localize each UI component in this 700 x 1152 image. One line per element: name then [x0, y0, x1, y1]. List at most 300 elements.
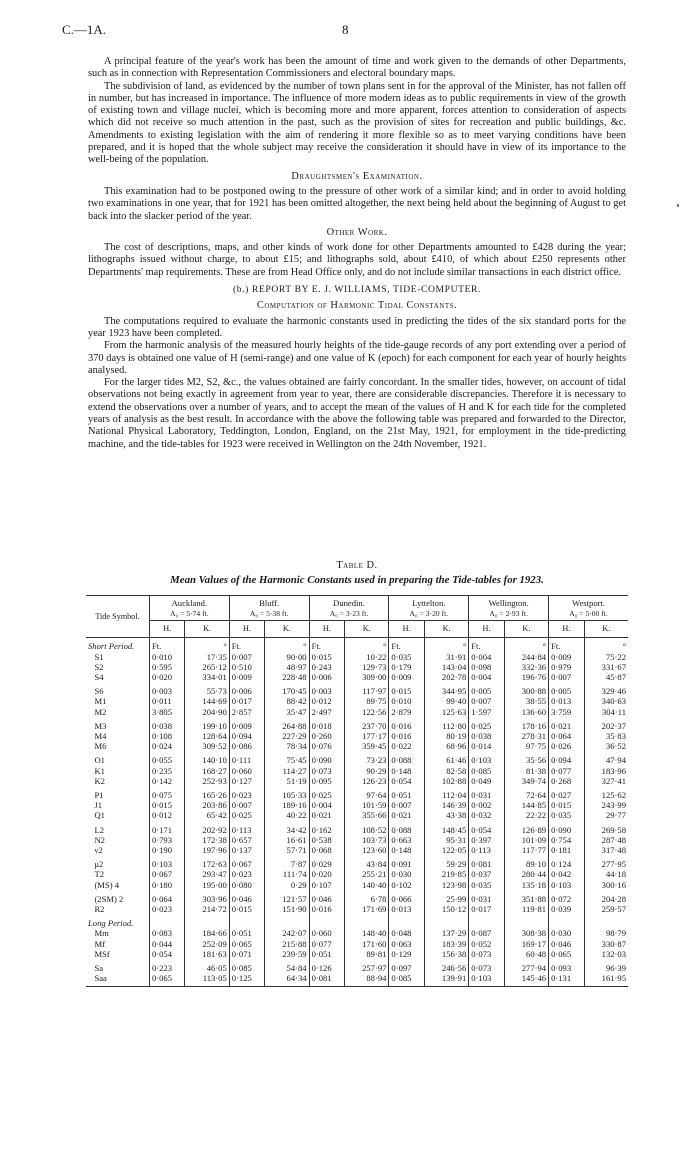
h-value: 0·085 — [469, 766, 504, 776]
table-body — [86, 638, 628, 987]
port-mean-level: A₀ = 3·23 ft. — [329, 608, 369, 618]
k-value: 60·48 — [504, 949, 548, 959]
port-name: Wellington. — [488, 598, 529, 608]
k-value: 103·73 — [345, 835, 389, 845]
h-value: 0·003 — [309, 686, 344, 696]
table-row — [86, 894, 628, 904]
k-value: 78·34 — [265, 741, 309, 751]
k-value: 40·22 — [265, 810, 309, 820]
table-row — [86, 731, 628, 741]
h-value: 0·002 — [469, 800, 504, 810]
k-value: 47·94 — [584, 755, 628, 765]
paragraph: The cost of descriptions, maps, and other kinds of work done for other Departments amounted to £428 during the year; lithographs issued without charge, to about £15; and lithographs sold, about £410, of which about £250 represents other Departments' map requirements. These are from Head Office only, and do not include similar transactions in each district office. — [88, 242, 626, 278]
unit-k: ° — [265, 638, 309, 652]
k-value: 114·27 — [265, 766, 309, 776]
unit-h: Ft. — [149, 638, 184, 652]
k-header: K. — [265, 621, 309, 638]
k-value: 277·94 — [504, 963, 548, 973]
h-value: 0·015 — [149, 800, 184, 810]
k-value: 293·47 — [185, 869, 229, 879]
h-value: 0·091 — [389, 859, 424, 869]
h-value: 0·032 — [469, 810, 504, 820]
port-name: Lyttelton. — [412, 598, 446, 608]
h-value: 0·113 — [229, 825, 264, 835]
k-value: 136·60 — [504, 707, 548, 717]
k-value: 101·59 — [345, 800, 389, 810]
k-value: 95·31 — [424, 835, 468, 845]
h-value: 0·020 — [309, 869, 344, 879]
h-value: 0·007 — [469, 696, 504, 706]
h-value: 0·260 — [309, 731, 344, 741]
k-value: 89·81 — [345, 949, 389, 959]
h-value: 0·073 — [469, 949, 504, 959]
h-value: 0·060 — [309, 928, 344, 938]
unit-k: ° — [504, 638, 548, 652]
k-value: 300·88 — [504, 686, 548, 696]
h-value: 0·025 — [309, 790, 344, 800]
tide-symbol: T2 — [88, 869, 104, 880]
k-value: 331·67 — [584, 662, 628, 672]
h-value: 0·243 — [309, 662, 344, 672]
k-value: 117·77 — [504, 845, 548, 855]
k-value: 178·16 — [504, 721, 548, 731]
port-header — [549, 596, 628, 621]
section-heading: Draughtsmen's Examination. — [291, 170, 423, 182]
port-header — [229, 596, 309, 621]
h-value: 0·510 — [229, 662, 264, 672]
k-value: 309·52 — [185, 741, 229, 751]
k-value: 277·95 — [584, 859, 628, 869]
k-value: 97·64 — [345, 790, 389, 800]
h-value: 2·879 — [389, 707, 424, 717]
unit-h: Ft. — [549, 638, 584, 652]
k-value: 183·39 — [424, 939, 468, 949]
k-value: 265·12 — [185, 662, 229, 672]
k-value: 340·63 — [584, 696, 628, 706]
k-value: 184·66 — [185, 928, 229, 938]
k-value: 125·62 — [584, 790, 628, 800]
k-value: 34·42 — [265, 825, 309, 835]
margin-mark — [677, 204, 679, 207]
k-value: 101·09 — [504, 835, 548, 845]
k-value: 48·97 — [265, 662, 309, 672]
unit-k — [345, 918, 389, 928]
h-value: 0·021 — [549, 721, 584, 731]
h-value: 0·007 — [229, 800, 264, 810]
h-value: 0·025 — [229, 810, 264, 820]
k-value: 65·42 — [185, 810, 229, 820]
k-value: 140·10 — [185, 755, 229, 765]
k-value: 113·05 — [185, 973, 229, 987]
k-value: 359·45 — [345, 741, 389, 751]
table-row — [86, 845, 628, 855]
k-value: 90·00 — [265, 652, 309, 662]
h-value: 0·065 — [229, 939, 264, 949]
h-value: 0·021 — [309, 810, 344, 820]
k-value: 287·48 — [584, 835, 628, 845]
h-value: 3·759 — [549, 707, 584, 717]
h-value: 0·064 — [149, 894, 184, 904]
k-header: K. — [345, 621, 389, 638]
tide-symbol: O1 — [88, 755, 105, 766]
k-value: 6·78 — [345, 894, 389, 904]
table-subtitle: Mean Values of the Harmonic Constants used in preparing the Tide-tables for 1923. — [170, 574, 544, 586]
k-value: 148·45 — [424, 825, 468, 835]
h-value: 0·180 — [149, 880, 184, 890]
h-value: 0·021 — [389, 810, 424, 820]
h-value: 0·127 — [229, 776, 264, 786]
h-value: 0·054 — [469, 825, 504, 835]
k-value: 168·27 — [185, 766, 229, 776]
h-value: 0·125 — [229, 973, 264, 987]
k-value: 334·01 — [185, 672, 229, 682]
tide-symbol: S2 — [88, 661, 104, 672]
k-value: 126·23 — [345, 776, 389, 786]
k-value: 278·31 — [504, 731, 548, 741]
k-value: 327·41 — [584, 776, 628, 786]
h-value: 0·006 — [229, 686, 264, 696]
k-value: 300·16 — [584, 880, 628, 890]
table-row — [86, 707, 628, 717]
h-value: 0·024 — [149, 741, 184, 751]
h-value: 0·148 — [389, 845, 424, 855]
h-value: 0·103 — [149, 859, 184, 869]
h-value: 0·071 — [229, 949, 264, 959]
k-value: 90·29 — [345, 766, 389, 776]
k-value: 125·63 — [424, 707, 468, 717]
port-mean-level: A₀ = 3·20 ft. — [409, 608, 449, 618]
h-value: 0·031 — [469, 894, 504, 904]
k-value: 189·16 — [265, 800, 309, 810]
port-name: Bluff. — [259, 598, 280, 608]
h-value: 0·005 — [549, 686, 584, 696]
k-value: 202·37 — [584, 721, 628, 731]
h-value: 0·102 — [389, 880, 424, 890]
h-value: 0·171 — [149, 825, 184, 835]
page-number: 8 — [342, 22, 349, 37]
h-value: 0·129 — [389, 949, 424, 959]
k-value: 54·84 — [265, 963, 309, 973]
tide-symbol: M1 — [88, 696, 107, 707]
k-value: 55·73 — [185, 686, 229, 696]
k-value: 214·72 — [185, 904, 229, 914]
k-value: 97·75 — [504, 741, 548, 751]
port-header — [309, 596, 389, 621]
h-value: 0·004 — [309, 800, 344, 810]
group-label-row — [86, 918, 628, 928]
k-value: 239·59 — [265, 949, 309, 959]
tide-symbol: P1 — [88, 790, 104, 801]
table-row — [86, 672, 628, 682]
h-value: 0·009 — [389, 672, 424, 682]
h-value: 0·012 — [149, 810, 184, 820]
table-row — [86, 859, 628, 869]
h-value: 0·007 — [549, 672, 584, 682]
k-value: 129·73 — [345, 662, 389, 672]
k-value: 257·97 — [345, 963, 389, 973]
k-value: 196·76 — [504, 672, 548, 682]
h-value: 0·030 — [549, 928, 584, 938]
h-value: 0·126 — [309, 963, 344, 973]
tide-symbol: M4 — [88, 731, 107, 742]
k-value: 119·81 — [504, 904, 548, 914]
unit-k — [185, 918, 229, 928]
h-value: 0·235 — [149, 766, 184, 776]
h-value: 0·038 — [469, 731, 504, 741]
k-value: 177·17 — [345, 731, 389, 741]
table-row — [86, 928, 628, 938]
table-row — [86, 662, 628, 672]
table-row — [86, 652, 628, 662]
k-value: 22·22 — [504, 810, 548, 820]
h-value: 0·015 — [309, 652, 344, 662]
k-value: 349·74 — [504, 776, 548, 786]
tide-symbol: (2SM) 2 — [88, 893, 124, 904]
k-value: 16·61 — [265, 835, 309, 845]
k-value: 17·35 — [185, 652, 229, 662]
k-value: 139·91 — [424, 973, 468, 987]
table-row — [86, 755, 628, 765]
k-value: 81·38 — [504, 766, 548, 776]
tide-symbol: ν2 — [88, 845, 103, 856]
h-value: 0·046 — [309, 894, 344, 904]
k-value: 237·70 — [345, 721, 389, 731]
h-value: 1·597 — [469, 707, 504, 717]
group-label: Short Period. — [88, 641, 135, 652]
h-value: 0·086 — [229, 741, 264, 751]
page-header — [62, 22, 652, 42]
k-value: 161·95 — [584, 973, 628, 987]
h-value: 0·035 — [469, 880, 504, 890]
h-value: 0·137 — [229, 845, 264, 855]
k-value: 89·75 — [345, 696, 389, 706]
unit-h: Ft. — [389, 638, 424, 652]
k-value: 215·88 — [265, 939, 309, 949]
h-value: 0·090 — [549, 825, 584, 835]
k-value: 183·96 — [584, 766, 628, 776]
h-value: 0·003 — [149, 686, 184, 696]
h-value: 0·094 — [229, 731, 264, 741]
table-row — [86, 949, 628, 959]
h-value: 0·025 — [469, 721, 504, 731]
k-value: 111·74 — [265, 869, 309, 879]
k-value: 332·36 — [504, 662, 548, 672]
k-value: 44·18 — [584, 869, 628, 879]
table-row — [86, 973, 628, 987]
port-mean-level: A₀ = 2·93 ft. — [489, 608, 528, 618]
port-mean-level: A₀ = 5·00 ft. — [569, 608, 608, 618]
k-header: K. — [504, 621, 548, 638]
h-value: 0·005 — [469, 686, 504, 696]
h-value: 0·088 — [389, 825, 424, 835]
k-value: 172·63 — [185, 859, 229, 869]
tide-symbol: (MS) 4 — [88, 879, 120, 890]
h-value: 0·073 — [309, 766, 344, 776]
k-value: 25·99 — [424, 894, 468, 904]
h-header: H. — [549, 621, 584, 638]
k-value: 202·92 — [185, 825, 229, 835]
k-value: 244·84 — [504, 652, 548, 662]
h-value: 0·027 — [549, 790, 584, 800]
unit-k: ° — [345, 638, 389, 652]
k-value: 344·95 — [424, 686, 468, 696]
h-value: 0·015 — [549, 800, 584, 810]
h-value: 0·030 — [389, 869, 424, 879]
k-value: 123·98 — [424, 880, 468, 890]
h-value: 0·148 — [389, 766, 424, 776]
h-value: 0·016 — [389, 721, 424, 731]
h-value: 0·046 — [229, 894, 264, 904]
port-mean-level: A₀ = 5·74 ft. — [170, 608, 209, 618]
k-value: 38·55 — [504, 696, 548, 706]
h-value: 0·595 — [149, 662, 184, 672]
h-value: 0·023 — [149, 904, 184, 914]
h-value: 0·018 — [309, 721, 344, 731]
k-header: K. — [185, 621, 229, 638]
h-value: 0·066 — [389, 894, 424, 904]
h-value: 0·016 — [309, 904, 344, 914]
k-value: 317·48 — [584, 845, 628, 855]
k-value: 75·45 — [265, 755, 309, 765]
unit-h: Ft. — [469, 638, 504, 652]
k-value: 171·69 — [345, 904, 389, 914]
tide-symbol: M3 — [88, 720, 107, 731]
k-value: 75·22 — [584, 652, 628, 662]
body-text — [88, 56, 626, 451]
h-value: 0·054 — [389, 776, 424, 786]
k-value: 112·04 — [424, 790, 468, 800]
k-header: K. — [424, 621, 468, 638]
k-value: 96·39 — [584, 963, 628, 973]
k-value: 252·09 — [185, 939, 229, 949]
h-value: 0·107 — [309, 880, 344, 890]
h-value: 0·038 — [149, 721, 184, 731]
unit-h: Ft. — [309, 638, 344, 652]
h-value: 0·026 — [549, 741, 584, 751]
h-value: 0·098 — [469, 662, 504, 672]
h-value: 0·103 — [549, 880, 584, 890]
tide-symbol: M2 — [88, 706, 107, 717]
tide-symbol: M6 — [88, 741, 107, 752]
h-value: 0·067 — [149, 869, 184, 879]
h-value: 0·162 — [309, 825, 344, 835]
k-value: 195·00 — [185, 880, 229, 890]
h-value: 0·009 — [549, 652, 584, 662]
tide-symbol: S6 — [88, 686, 104, 697]
k-header: K. — [584, 621, 628, 638]
unit-k — [504, 918, 548, 928]
unit-k: ° — [584, 638, 628, 652]
h-value: 0·077 — [549, 766, 584, 776]
h-value: 0·004 — [469, 672, 504, 682]
k-value: 170·45 — [265, 686, 309, 696]
paragraph: The computations required to evaluate the harmonic constants used in predicting the tides of the six standard ports for the year 1923 have been completed. — [88, 315, 626, 339]
k-value: 35·47 — [265, 707, 309, 717]
h-header: H. — [389, 621, 424, 638]
tide-symbol: K2 — [88, 775, 105, 786]
k-value: 140·40 — [345, 880, 389, 890]
k-value: 243·99 — [584, 800, 628, 810]
k-value: 99·40 — [424, 696, 468, 706]
tide-symbol: Sa — [88, 963, 104, 974]
table-row — [86, 686, 628, 696]
h-value: 0·052 — [469, 939, 504, 949]
k-value: 128·64 — [185, 731, 229, 741]
tide-symbol: R2 — [88, 904, 105, 915]
unit-k — [584, 918, 628, 928]
unit-h — [149, 918, 184, 928]
h-value: 0·077 — [309, 939, 344, 949]
h-value: 0·124 — [549, 859, 584, 869]
table-row — [86, 790, 628, 800]
k-value: 203·86 — [185, 800, 229, 810]
h-value: 0·181 — [549, 845, 584, 855]
unit-h — [309, 918, 344, 928]
k-value: 57·71 — [265, 845, 309, 855]
h-value: 0·397 — [469, 835, 504, 845]
h-value: 0·142 — [149, 776, 184, 786]
k-value: 156·38 — [424, 949, 468, 959]
k-value: 137·29 — [424, 928, 468, 938]
tide-symbol: S1 — [88, 651, 104, 662]
h-value: 2·857 — [229, 707, 264, 717]
paragraph: This examination had to be postponed owing to the pressure of other work of a similar kind; and in order to avoid holding two examinations in one year, that for 1921 has been omitted altogether, the next being held about the beginning of August to get back into the slacker period of the year. — [88, 185, 626, 222]
table-name: Table D. — [336, 560, 378, 571]
h-value: 0·087 — [469, 928, 504, 938]
table-row — [86, 766, 628, 776]
h-value: 0·085 — [229, 963, 264, 973]
h-value: 0·009 — [229, 672, 264, 682]
tide-symbol-header: Tide Symbol. — [86, 596, 149, 638]
k-value: 259·57 — [584, 904, 628, 914]
k-value: 88·42 — [265, 696, 309, 706]
k-value: 202·78 — [424, 672, 468, 682]
k-value: 102·88 — [424, 776, 468, 786]
tide-symbol: Mm — [88, 928, 109, 939]
unit-h — [389, 918, 424, 928]
h-value: 0·051 — [309, 949, 344, 959]
k-value: 151·90 — [265, 904, 309, 914]
k-value: 204·90 — [185, 707, 229, 717]
k-value: 64·34 — [265, 973, 309, 987]
h-value: 0·037 — [469, 869, 504, 879]
h-value: 0·179 — [389, 662, 424, 672]
k-value: 309·00 — [345, 672, 389, 682]
h-value: 0·020 — [149, 672, 184, 682]
table-row — [86, 835, 628, 845]
port-name: Westport. — [572, 598, 606, 608]
k-value: 61·46 — [424, 755, 468, 765]
h-value: 0·131 — [549, 973, 584, 987]
h-value: 0·065 — [149, 973, 184, 987]
h-value: 0·009 — [229, 721, 264, 731]
k-value: 280·44 — [504, 869, 548, 879]
tide-symbol: J1 — [88, 800, 103, 811]
paragraph: For the larger tides M2, S2, &c., the values obtained are fairly concordant. In the smaller tides, however, on account of tidal observations not being exactly in agreement from year to year, there are considerable discrepancies. Therefore it is necessary to extend the observations over a number of years, and to accept the mean of the values of H and K for each tide for the completed years of analysis as the best result. In accordance with the above the following table was prepared and forwarded to the Director, National Physical Laboratory, Teddington, London, England, on the 21st May, 1921, for employment in the tide-predicting machine, and the tide-tables for 1923 were received in Wellington on the 24th November, 1921. — [88, 377, 626, 450]
k-value: 197·96 — [185, 845, 229, 855]
h-value: 0·023 — [229, 790, 264, 800]
h-value: 0·035 — [389, 652, 424, 662]
h-value: 0·067 — [229, 859, 264, 869]
h-value: 0·754 — [549, 835, 584, 845]
h-value: 0·054 — [149, 949, 184, 959]
k-value: 148·40 — [345, 928, 389, 938]
k-value: 43·38 — [424, 810, 468, 820]
h-value: 0·048 — [389, 928, 424, 938]
k-value: 242·07 — [265, 928, 309, 938]
k-value: 165·26 — [185, 790, 229, 800]
h-value: 0·039 — [549, 904, 584, 914]
